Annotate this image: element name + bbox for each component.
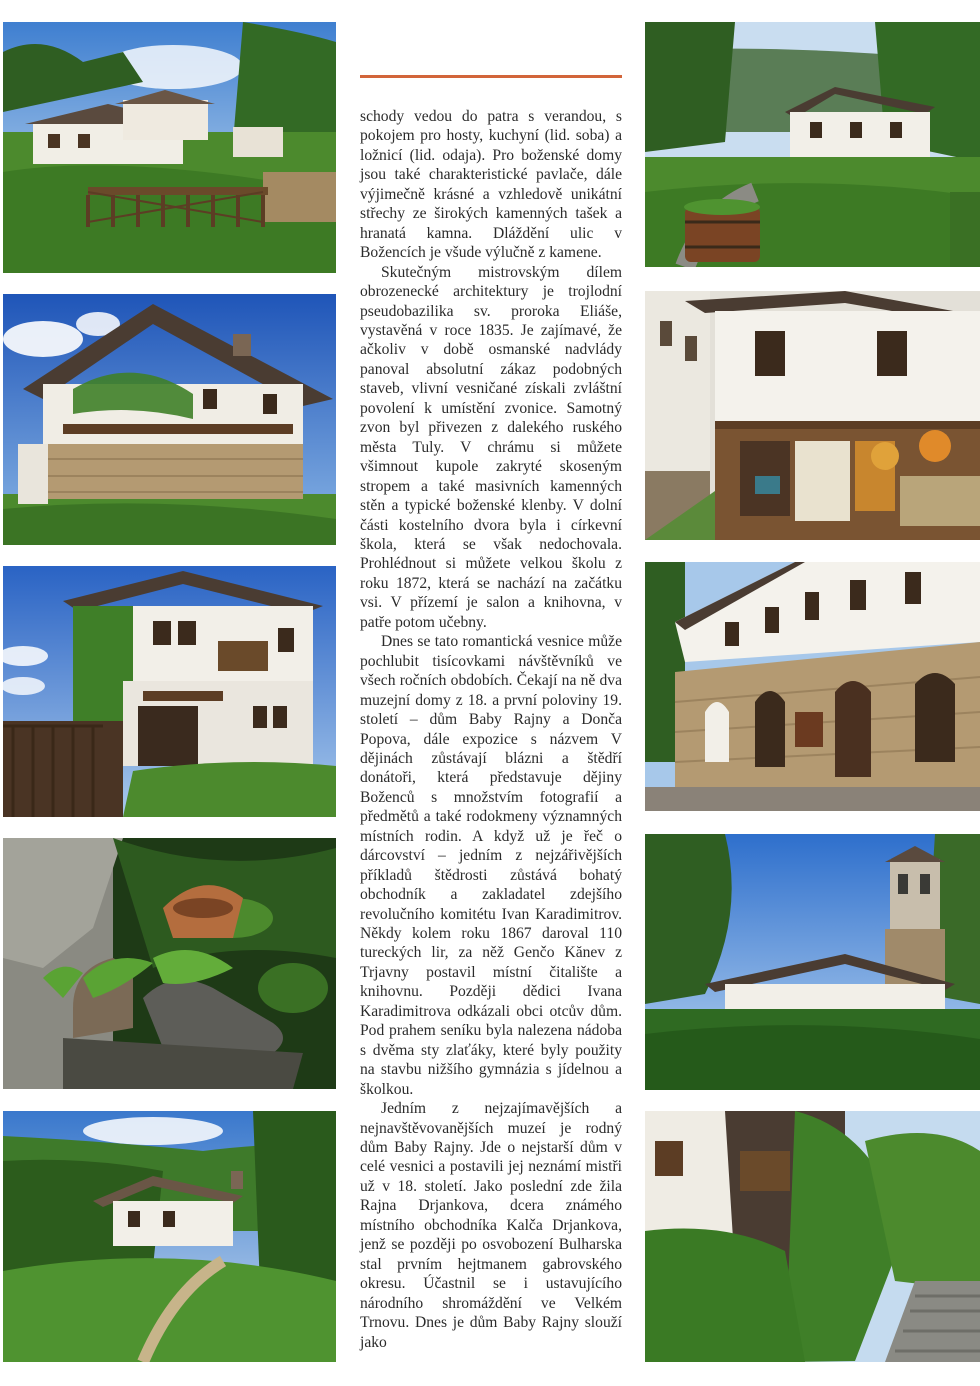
photo-school-building: [645, 562, 980, 811]
photo-house-with-steps-greenery: [645, 1111, 980, 1362]
article-paragraph: schody vedou do patra s verandou, s pokojem pro hosty, kuchyní (lid. soba) a ložnicí (lid. odaja). Pro boženské domy jsou také charakteristické pavlače, dále výjimečně krásné a vzhledově unikátní střechy ze širokých kamenných tašek a hranatá kamna. Dláždění ulic v Božencích je všude výlučně z kamene.: [360, 108, 622, 262]
photo-church-bell-tower: [645, 834, 980, 1090]
photo-village-houses-wooden-bridge: [3, 22, 336, 273]
photo-house-with-barrel-garden: [645, 22, 980, 267]
photo-old-boots-with-plants: [3, 838, 336, 1089]
article-paragraph: Skutečným mistrovským dílem obrozenecké architektury je trojlodní pseudobazilika sv. proroka Eliáše, vystavěná v roce 1835. Je zajímavé, že ačkoliv v době osmanské nadvlády panoval absolutní zákaz podobných staveb, vlivní vesničané získali zvláštní povolení k umístění zvonice. Samotný zvon byl přivezen z dalekého ruského města Tuly. V chrámu si můžete všimnout kupole zakryté skoseným stropem a také masivních kamenných stěn a typické boženské klenby. V dolní části kostelního dvora byla i církevní škola, která se však nedochovala. Prohlédnout si můžete velkou školu z roku 1872, která se nachází na začátku vsi. V přízemí je salon a knihovna, v patře potom učebny.: [360, 263, 622, 631]
photo-house-with-balcony-vines: [3, 566, 336, 817]
accent-rule: [360, 75, 622, 78]
photo-two-storey-house-stone-base: [3, 294, 336, 545]
article-body: [360, 107, 622, 1352]
photo-souvenir-shop: [645, 291, 980, 540]
article-paragraph: Jedním z nejzajímavějších a nejnavštěvovanějších muzeí je rodný dům Baby Rajny. Jde o nejstarší dům v celé vesnici a postavili jej neznámí mistři už v 18. století. Jako poslední zde žila Rajna Drjankova, dcera známého místního obchodníka Kalča Drjankova, jenž se později po osvobození Bulharska stal prvním hejtmanem gabrovského okresu. Účastnil se i ustavujícího národního shromáždění ve Velkém Trnovu. Dnes je dům Baby Rajny slouží jako: [360, 1100, 622, 1351]
article-paragraph: Dnes se tato romantická vesnice může pochlubit tisícovkami návštěvníků ve všech ročních obdobích. Čekají na ně dva muzejní domy z 18. a první poloviny 19. století – dům Baby Rajny a Donča Popova, dále expozice s názvem V dějinách zůstávají blázni a štědří donátoři, která představuje dějiny Boženců s množstvím fotografií a předmětů a také rodokmeny významných místních rodin. A když už je řeč o dárcovství – jedním z nejzářivějších příkladů štědrosti zůstává bohatý obchodník a zakladatel zdejšího revolučního komitétu Ivan Karadimitrov. Někdy kolem roku 1867 daroval 110 tureckých lir, za něž Genčo Kănev z Trjavny postavil místní čitalište a knihovnu. Později dědici Ivana Karadimitrova odkázali obci otcův dům. Pod prahem seníku byla nalezena nádoba s dvěma sty zlaťáky, které byly použity na stavbu nižšího gymnázia s jídelnou a školkou.: [360, 633, 622, 1098]
photo-cottage-in-valley: [3, 1111, 336, 1362]
